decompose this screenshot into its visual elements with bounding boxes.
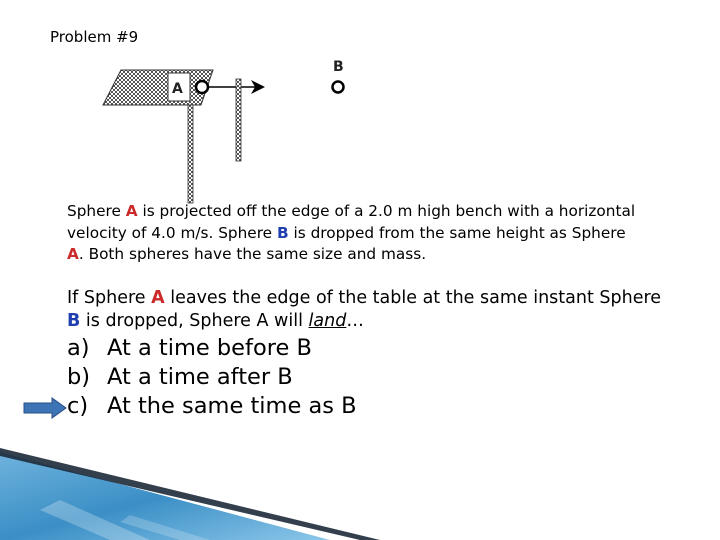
problem-question: If Sphere A leaves the edge of the table at the same instant Sphere B is dropped, Sphere A will land…: [67, 288, 662, 331]
choice-text: At a time after B: [107, 364, 293, 390]
bench-leg-left: [188, 105, 193, 203]
sphere-a-ref: A: [67, 245, 79, 263]
slide-title: Problem #9: [50, 28, 139, 46]
sphere-a-ref: A: [151, 288, 165, 308]
choice-letter: a): [67, 335, 90, 361]
answer-choices: [67, 334, 357, 421]
choice-c[interactable]: [67, 392, 357, 421]
sphere-a: [196, 81, 208, 93]
bench-diagram: [95, 55, 365, 205]
problem-description: Sphere A is projected off the edge of a 2.0 m high bench with a horizontal velocity of 4.0 m/s. Sphere B is dropped from the same height as Sphere A. Both spheres have the same size and mass.: [67, 202, 636, 263]
sphere-b-ref: B: [276, 223, 289, 242]
sphere-b: [333, 82, 344, 93]
sphere-b-label: B: [333, 59, 344, 75]
land-emphasis: land: [308, 311, 347, 331]
sphere-a-ref: A: [125, 202, 138, 220]
choice-letter: b): [67, 364, 91, 390]
slide-decoration: [0, 440, 720, 540]
choice-text: At a time before B: [107, 335, 312, 361]
choice-a[interactable]: [67, 334, 357, 363]
choice-text: At the same time as B: [107, 393, 357, 419]
bench-leg-right: [236, 79, 241, 161]
arrow-right-icon: [22, 397, 68, 419]
choice-letter: c): [67, 393, 89, 419]
choice-b[interactable]: [67, 363, 357, 392]
sphere-b-ref: B: [67, 311, 81, 331]
sphere-a-label: A: [172, 81, 183, 97]
